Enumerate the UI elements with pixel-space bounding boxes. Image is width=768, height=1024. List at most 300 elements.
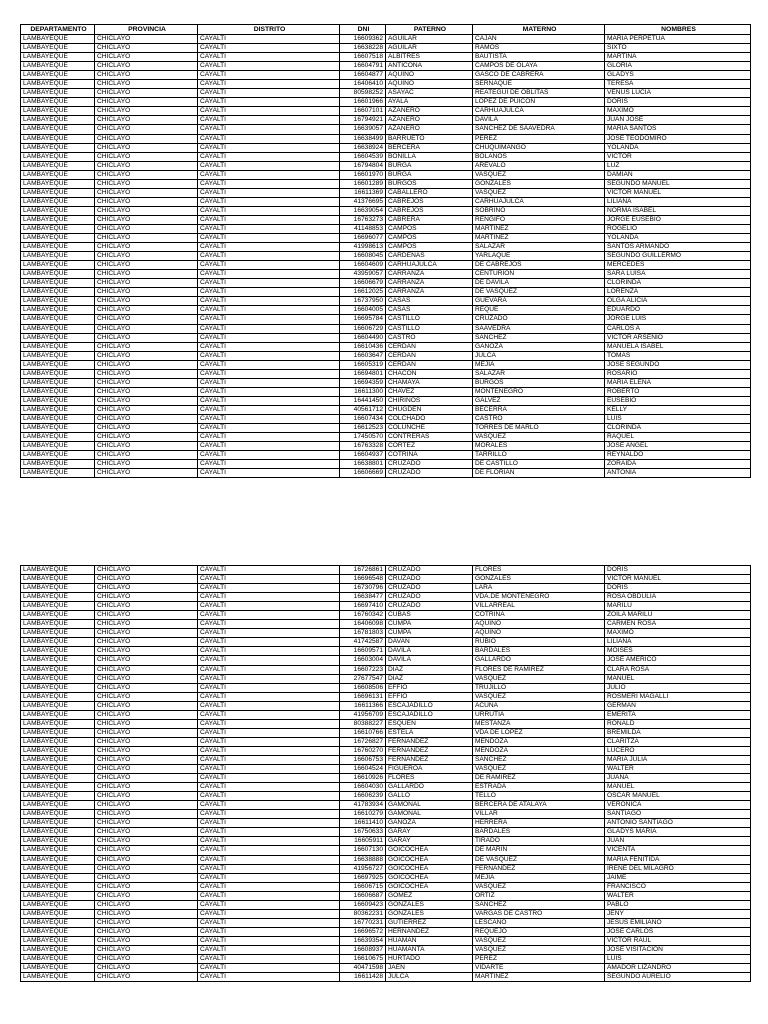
table-row xyxy=(21,152,751,161)
department-cell: LAMBAYEQUE xyxy=(21,179,95,188)
district-cell: CAYALTI xyxy=(198,792,340,801)
paterno-cell: CASTILLO xyxy=(386,324,473,333)
department-cell: LAMBAYEQUE xyxy=(21,774,95,783)
table-row xyxy=(21,288,751,297)
nombres-cell: OLGA ALICIA xyxy=(605,297,751,306)
dni-cell: 16639354 xyxy=(340,936,386,945)
materno-cell: VASQUEZ xyxy=(473,170,605,179)
province-cell: CHICLAYO xyxy=(95,442,198,451)
province-cell: CHICLAYO xyxy=(95,134,198,143)
paterno-cell: COTRINA xyxy=(386,451,473,460)
table-row xyxy=(21,909,751,918)
paterno-cell: FERNANDEZ xyxy=(386,746,473,755)
dni-cell: 16760270 xyxy=(340,746,386,755)
nombres-cell: MERCEDES xyxy=(605,261,751,270)
province-cell: CHICLAYO xyxy=(95,351,198,360)
table-body xyxy=(21,35,751,478)
materno-cell: LESCANO xyxy=(473,918,605,927)
province-cell: CHICLAYO xyxy=(95,405,198,414)
materno-cell: CAJAN xyxy=(473,35,605,44)
nombres-cell: MAXIMO xyxy=(605,107,751,116)
district-cell: CAYALTI xyxy=(198,252,340,261)
paterno-cell: GOMEZ xyxy=(386,891,473,900)
district-cell: CAYALTI xyxy=(198,71,340,80)
nombres-cell: RAQUEL xyxy=(605,433,751,442)
materno-cell: MONTENEGRO xyxy=(473,387,605,396)
department-cell: LAMBAYEQUE xyxy=(21,873,95,882)
dni-cell: 16607434 xyxy=(340,414,386,423)
district-cell: CAYALTI xyxy=(198,927,340,936)
department-cell: LAMBAYEQUE xyxy=(21,620,95,629)
dni-cell: 16763328 xyxy=(340,442,386,451)
district-cell: CAYALTI xyxy=(198,134,340,143)
dni-cell: 16639054 xyxy=(340,206,386,215)
nombres-cell: TOMAS xyxy=(605,351,751,360)
province-cell: CHICLAYO xyxy=(95,288,198,297)
materno-cell: YARLAQUE xyxy=(473,252,605,261)
department-cell: LAMBAYEQUE xyxy=(21,215,95,224)
district-cell: CAYALTI xyxy=(198,656,340,665)
materno-cell: REQUEJO xyxy=(473,927,605,936)
materno-cell: MORALES xyxy=(473,442,605,451)
province-cell: CHICLAYO xyxy=(95,819,198,828)
nombres-cell: JORGE EUSEBIO xyxy=(605,215,751,224)
table-row xyxy=(21,315,751,324)
department-cell: LAMBAYEQUE xyxy=(21,89,95,98)
table-row xyxy=(21,324,751,333)
department-cell: LAMBAYEQUE xyxy=(21,378,95,387)
nombres-cell: JULIO xyxy=(605,683,751,692)
materno-cell: DAVILA xyxy=(473,116,605,125)
paterno-cell: GOICOCHEA xyxy=(386,846,473,855)
district-cell: CAYALTI xyxy=(198,955,340,964)
nombres-cell: DORIS xyxy=(605,98,751,107)
table-row xyxy=(21,279,751,288)
dni-cell: 16601289 xyxy=(340,179,386,188)
dni-cell: 16611410 xyxy=(340,819,386,828)
district-cell: CAYALTI xyxy=(198,973,340,982)
paterno-cell: ESCAJADILLO xyxy=(386,710,473,719)
district-cell: CAYALTI xyxy=(198,342,340,351)
dni-cell: 16694359 xyxy=(340,378,386,387)
nombres-cell: CLORINDA xyxy=(605,424,751,433)
district-cell: CAYALTI xyxy=(198,215,340,224)
dni-cell: 16609362 xyxy=(340,35,386,44)
province-cell: CHICLAYO xyxy=(95,927,198,936)
materno-cell: TIRADO xyxy=(473,837,605,846)
paterno-cell: AZANERO xyxy=(386,125,473,134)
table-row xyxy=(21,44,751,53)
table-row xyxy=(21,116,751,125)
voter-table-bottom xyxy=(20,565,751,982)
dni-cell: 41783934 xyxy=(340,801,386,810)
department-cell: LAMBAYEQUE xyxy=(21,611,95,620)
department-cell: LAMBAYEQUE xyxy=(21,333,95,342)
table-row xyxy=(21,819,751,828)
district-cell: CAYALTI xyxy=(198,674,340,683)
province-cell: CHICLAYO xyxy=(95,396,198,405)
nombres-cell: LORENZA xyxy=(605,288,751,297)
materno-cell: VASQUEZ xyxy=(473,692,605,701)
dni-cell: 16730796 xyxy=(340,584,386,593)
table-row xyxy=(21,792,751,801)
nombres-cell: MANUEL xyxy=(605,674,751,683)
department-cell: LAMBAYEQUE xyxy=(21,656,95,665)
materno-cell: TELLO xyxy=(473,792,605,801)
nombres-cell: MARILU xyxy=(605,602,751,611)
nombres-cell: JORGE LUIS xyxy=(605,315,751,324)
materno-cell: BAUTISTA xyxy=(473,53,605,62)
materno-cell: URRUTIA xyxy=(473,710,605,719)
nombres-cell: ANTONIO SANTIAGO xyxy=(605,819,751,828)
nombres-cell: MARTINA xyxy=(605,53,751,62)
dni-cell: 16610766 xyxy=(340,728,386,737)
table-row xyxy=(21,955,751,964)
province-cell: CHICLAYO xyxy=(95,746,198,755)
materno-cell: CARHUAJULCA xyxy=(473,197,605,206)
materno-cell: SERNAQUE xyxy=(473,80,605,89)
table-row xyxy=(21,945,751,954)
nombres-cell: DORIS xyxy=(605,566,751,575)
department-cell: LAMBAYEQUE xyxy=(21,810,95,819)
nombres-cell: ROSA OBDULIA xyxy=(605,593,751,602)
district-cell: CAYALTI xyxy=(198,710,340,719)
materno-cell: VASQUEZ xyxy=(473,674,605,683)
materno-cell: AQUINO xyxy=(473,629,605,638)
province-cell: CHICLAYO xyxy=(95,955,198,964)
dni-cell: 16606687 xyxy=(340,891,386,900)
province-cell: CHICLAYO xyxy=(95,674,198,683)
paterno-cell: CRUZADO xyxy=(386,593,473,602)
department-cell: LAMBAYEQUE xyxy=(21,584,95,593)
province-cell: CHICLAYO xyxy=(95,837,198,846)
department-cell: LAMBAYEQUE xyxy=(21,882,95,891)
table-row xyxy=(21,143,751,152)
department-cell: LAMBAYEQUE xyxy=(21,737,95,746)
department-cell: LAMBAYEQUE xyxy=(21,665,95,674)
dni-cell: 16610675 xyxy=(340,955,386,964)
paterno-cell: HUAMANTA xyxy=(386,945,473,954)
materno-cell: TORRES DE MARLO xyxy=(473,424,605,433)
table-row xyxy=(21,433,751,442)
dni-cell: 16638924 xyxy=(340,143,386,152)
province-cell: CHICLAYO xyxy=(95,261,198,270)
table-row xyxy=(21,611,751,620)
district-cell: CAYALTI xyxy=(198,647,340,656)
paterno-cell: GARAY xyxy=(386,828,473,837)
department-cell: LAMBAYEQUE xyxy=(21,442,95,451)
materno-cell: AQUINO xyxy=(473,620,605,629)
department-cell: LAMBAYEQUE xyxy=(21,837,95,846)
table-row xyxy=(21,206,751,215)
materno-cell: MARTINEZ xyxy=(473,973,605,982)
materno-cell: BURGOS xyxy=(473,378,605,387)
nombres-cell: CARMEN ROSA xyxy=(605,620,751,629)
province-cell: CHICLAYO xyxy=(95,89,198,98)
department-cell: LAMBAYEQUE xyxy=(21,297,95,306)
paterno-cell: CABREJOS xyxy=(386,197,473,206)
department-cell: LAMBAYEQUE xyxy=(21,566,95,575)
paterno-cell: CHUGDEN xyxy=(386,405,473,414)
province-cell: CHICLAYO xyxy=(95,170,198,179)
paterno-cell: CRUZADO xyxy=(386,469,473,478)
department-cell: LAMBAYEQUE xyxy=(21,152,95,161)
province-cell: CHICLAYO xyxy=(95,918,198,927)
district-cell: CAYALTI xyxy=(198,602,340,611)
table-row xyxy=(21,755,751,764)
nombres-cell: ROSARIO xyxy=(605,369,751,378)
department-cell: LAMBAYEQUE xyxy=(21,765,95,774)
table-row xyxy=(21,737,751,746)
paterno-cell: JULCA xyxy=(386,973,473,982)
dni-cell: 16605319 xyxy=(340,360,386,369)
dni-cell: 16406410 xyxy=(340,80,386,89)
department-cell: LAMBAYEQUE xyxy=(21,143,95,152)
dni-cell: 16610926 xyxy=(340,774,386,783)
paterno-cell: FERNANDEZ xyxy=(386,737,473,746)
nombres-cell: JUAN xyxy=(605,837,751,846)
dni-cell: 16604030 xyxy=(340,783,386,792)
nombres-cell: WALTER xyxy=(605,891,751,900)
nombres-cell: SIXTO xyxy=(605,44,751,53)
materno-cell: ACUNA xyxy=(473,701,605,710)
materno-cell: MESTANZA xyxy=(473,719,605,728)
materno-cell: RENGIFO xyxy=(473,215,605,224)
dni-cell: 16406098 xyxy=(340,620,386,629)
province-cell: CHICLAYO xyxy=(95,584,198,593)
province-cell: CHICLAYO xyxy=(95,62,198,71)
province-cell: CHICLAYO xyxy=(95,143,198,152)
table-row xyxy=(21,918,751,927)
dni-cell: 16737950 xyxy=(340,297,386,306)
paterno-cell: BONILLA xyxy=(386,152,473,161)
province-cell: CHICLAYO xyxy=(95,342,198,351)
department-cell: LAMBAYEQUE xyxy=(21,270,95,279)
materno-cell: SANCHEZ xyxy=(473,333,605,342)
dni-cell: 16606669 xyxy=(340,469,386,478)
paterno-cell: BARRUETO xyxy=(386,134,473,143)
district-cell: CAYALTI xyxy=(198,828,340,837)
table-row xyxy=(21,360,751,369)
dni-cell: 16607130 xyxy=(340,846,386,855)
department-cell: LAMBAYEQUE xyxy=(21,918,95,927)
header-nombres: NOMBRES xyxy=(605,25,751,35)
materno-cell: GONZALES xyxy=(473,179,605,188)
materno-cell: BOLANOS xyxy=(473,152,605,161)
dni-cell: 16606679 xyxy=(340,279,386,288)
table-row xyxy=(21,620,751,629)
province-cell: CHICLAYO xyxy=(95,964,198,973)
department-cell: LAMBAYEQUE xyxy=(21,692,95,701)
materno-cell: PEREZ xyxy=(473,955,605,964)
materno-cell: VILLAR xyxy=(473,810,605,819)
district-cell: CAYALTI xyxy=(198,584,340,593)
district-cell: CAYALTI xyxy=(198,882,340,891)
district-cell: CAYALTI xyxy=(198,945,340,954)
department-cell: LAMBAYEQUE xyxy=(21,387,95,396)
department-cell: LAMBAYEQUE xyxy=(21,125,95,134)
dni-cell: 16604877 xyxy=(340,71,386,80)
district-cell: CAYALTI xyxy=(198,414,340,423)
materno-cell: GANOZA xyxy=(473,342,605,351)
department-cell: LAMBAYEQUE xyxy=(21,460,95,469)
table-row xyxy=(21,188,751,197)
nombres-cell: EMERITA xyxy=(605,710,751,719)
table-row xyxy=(21,801,751,810)
materno-cell: DE MARIN xyxy=(473,846,605,855)
department-cell: LAMBAYEQUE xyxy=(21,35,95,44)
province-cell: CHICLAYO xyxy=(95,801,198,810)
department-cell: LAMBAYEQUE xyxy=(21,424,95,433)
materno-cell: VARGAS DE CASTRO xyxy=(473,909,605,918)
department-cell: LAMBAYEQUE xyxy=(21,351,95,360)
header-departamento: DEPARTAMENTO xyxy=(21,25,95,35)
district-cell: CAYALTI xyxy=(198,737,340,746)
nombres-cell: VICTOR RAUL xyxy=(605,936,751,945)
department-cell: LAMBAYEQUE xyxy=(21,900,95,909)
dni-cell: 16763273 xyxy=(340,215,386,224)
province-cell: CHICLAYO xyxy=(95,333,198,342)
province-cell: CHICLAYO xyxy=(95,116,198,125)
province-cell: CHICLAYO xyxy=(95,53,198,62)
province-cell: CHICLAYO xyxy=(95,719,198,728)
nombres-cell: LUCERO xyxy=(605,746,751,755)
materno-cell: SANCHEZ DE SAAVEDRA xyxy=(473,125,605,134)
district-cell: CAYALTI xyxy=(198,575,340,584)
paterno-cell: HUAMAN xyxy=(386,936,473,945)
district-cell: CAYALTI xyxy=(198,234,340,243)
department-cell: LAMBAYEQUE xyxy=(21,755,95,764)
nombres-cell: JAIME xyxy=(605,873,751,882)
nombres-cell: SEGUNDO MANUEL xyxy=(605,179,751,188)
paterno-cell: CHACON xyxy=(386,369,473,378)
dni-cell: 16638499 xyxy=(340,134,386,143)
paterno-cell: CAMPOS xyxy=(386,234,473,243)
dni-cell: 16697925 xyxy=(340,873,386,882)
nombres-cell: JENY xyxy=(605,909,751,918)
department-cell: LAMBAYEQUE xyxy=(21,279,95,288)
table-header-row xyxy=(21,25,751,35)
materno-cell: FERNANDEZ xyxy=(473,864,605,873)
table-row xyxy=(21,107,751,116)
dni-cell: 16696548 xyxy=(340,575,386,584)
province-cell: CHICLAYO xyxy=(95,433,198,442)
district-cell: CAYALTI xyxy=(198,89,340,98)
table-row xyxy=(21,424,751,433)
province-cell: CHICLAYO xyxy=(95,460,198,469)
table-row xyxy=(21,674,751,683)
district-cell: CAYALTI xyxy=(198,315,340,324)
district-cell: CAYALTI xyxy=(198,765,340,774)
nombres-cell: JOSE ANGEL xyxy=(605,442,751,451)
paterno-cell: DIAZ xyxy=(386,674,473,683)
table-row xyxy=(21,252,751,261)
dni-cell: 16781803 xyxy=(340,629,386,638)
dni-cell: 41956727 xyxy=(340,864,386,873)
materno-cell: SALAZAR xyxy=(473,243,605,252)
paterno-cell: GAMONAL xyxy=(386,810,473,819)
table-row xyxy=(21,665,751,674)
nombres-cell: MAXIMO xyxy=(605,629,751,638)
district-cell: CAYALTI xyxy=(198,819,340,828)
table-row xyxy=(21,387,751,396)
province-cell: CHICLAYO xyxy=(95,215,198,224)
dni-cell: 16696131 xyxy=(340,692,386,701)
district-cell: CAYALTI xyxy=(198,864,340,873)
materno-cell: VILLARREAL xyxy=(473,602,605,611)
dni-cell: 16726861 xyxy=(340,566,386,575)
nombres-cell: JOSE AMERICO xyxy=(605,656,751,665)
paterno-cell: JAEN xyxy=(386,964,473,973)
department-cell: LAMBAYEQUE xyxy=(21,451,95,460)
paterno-cell: COLCHADO xyxy=(386,414,473,423)
department-cell: LAMBAYEQUE xyxy=(21,44,95,53)
nombres-cell: JUANA xyxy=(605,774,751,783)
paterno-cell: CRUZADO xyxy=(386,566,473,575)
table-row xyxy=(21,351,751,360)
district-cell: CAYALTI xyxy=(198,152,340,161)
paterno-cell: GOICOCHEA xyxy=(386,882,473,891)
materno-cell: MENDOZA xyxy=(473,746,605,755)
dni-cell: 80598252 xyxy=(340,89,386,98)
department-cell: LAMBAYEQUE xyxy=(21,710,95,719)
district-cell: CAYALTI xyxy=(198,755,340,764)
table-row xyxy=(21,224,751,233)
table-row xyxy=(21,864,751,873)
department-cell: LAMBAYEQUE xyxy=(21,98,95,107)
province-cell: CHICLAYO xyxy=(95,882,198,891)
district-cell: CAYALTI xyxy=(198,469,340,478)
paterno-cell: CASTRO xyxy=(386,333,473,342)
paterno-cell: COLUNCHE xyxy=(386,424,473,433)
materno-cell: COTRINA xyxy=(473,611,605,620)
nombres-cell: MANUELA ISABEL xyxy=(605,342,751,351)
province-cell: CHICLAYO xyxy=(95,234,198,243)
table-row xyxy=(21,873,751,882)
district-cell: CAYALTI xyxy=(198,442,340,451)
paterno-cell: ESCAJADILLO xyxy=(386,701,473,710)
department-cell: LAMBAYEQUE xyxy=(21,701,95,710)
department-cell: LAMBAYEQUE xyxy=(21,973,95,982)
nombres-cell: VICTOR xyxy=(605,152,751,161)
dni-cell: 16606239 xyxy=(340,792,386,801)
nombres-cell: REYNALDO xyxy=(605,451,751,460)
paterno-cell: GOICOCHEA xyxy=(386,873,473,882)
paterno-cell: CRUZADO xyxy=(386,584,473,593)
nombres-cell: GLORIA xyxy=(605,62,751,71)
dni-cell: 16638228 xyxy=(340,44,386,53)
district-cell: CAYALTI xyxy=(198,620,340,629)
district-cell: CAYALTI xyxy=(198,728,340,737)
dni-cell: 16606729 xyxy=(340,324,386,333)
district-cell: CAYALTI xyxy=(198,566,340,575)
materno-cell: CARHUAJULCA xyxy=(473,107,605,116)
table-row xyxy=(21,80,751,89)
table-row xyxy=(21,719,751,728)
district-cell: CAYALTI xyxy=(198,936,340,945)
province-cell: CHICLAYO xyxy=(95,451,198,460)
paterno-cell: BERCERA xyxy=(386,143,473,152)
dni-cell: 16607101 xyxy=(340,107,386,116)
materno-cell: TARRILLO xyxy=(473,451,605,460)
province-cell: CHICLAYO xyxy=(95,710,198,719)
district-cell: CAYALTI xyxy=(198,35,340,44)
district-cell: CAYALTI xyxy=(198,460,340,469)
paterno-cell: FERNANDEZ xyxy=(386,755,473,764)
dni-cell: 43959057 xyxy=(340,270,386,279)
dni-cell: 41742587 xyxy=(340,638,386,647)
paterno-cell: CARRANZA xyxy=(386,270,473,279)
